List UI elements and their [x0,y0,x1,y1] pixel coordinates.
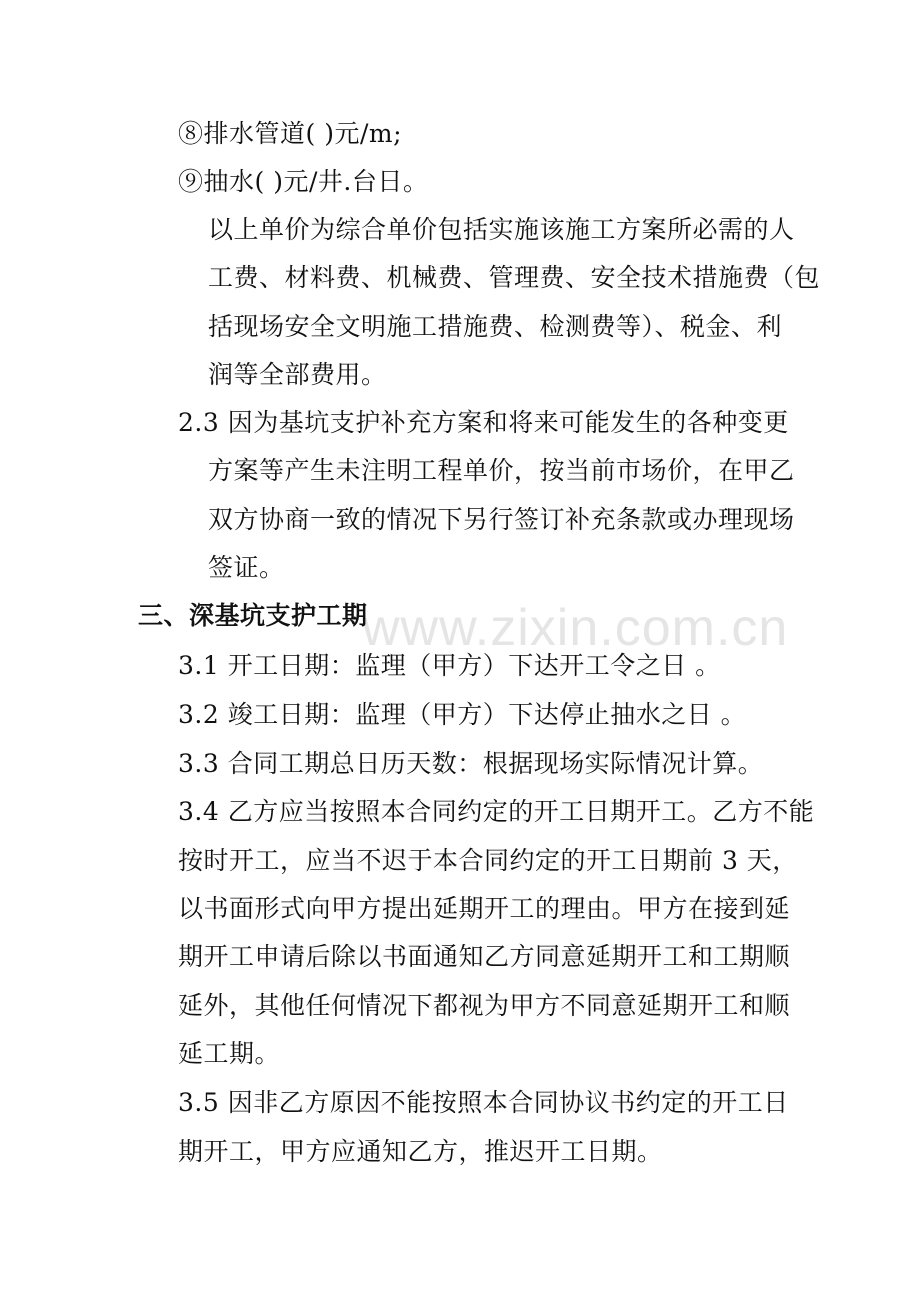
price-item-8: ⑧排水管道( )元/m; [178,119,403,148]
clause-3-1: 3.1 开工日期：监理（甲方）下达开工令之日 。 [178,651,721,680]
clause-3-4-line-2: 按时开工，应当不迟于本合同约定的开工日期前 3 天， [178,846,798,875]
clause-3-5-line-2: 期开工，甲方应通知乙方，推迟开工日期。 [178,1137,663,1166]
unit-price-note-line-2: 工费、材料费、机械费、管理费、安全技术措施费（包 [208,263,821,292]
clause-3-4-line-5: 延外，其他任何情况下都视为甲方不同意延期开工和顺 [178,991,791,1020]
clause-2-3-line-1: 2.3 因为基坑支护补充方案和将来可能发生的各种变更 [178,408,789,437]
clause-3-4-line-6: 延工期。 [178,1039,281,1068]
clause-3-3: 3.3 合同工期总日历天数：根据现场实际情况计算。 [178,749,764,778]
unit-price-note-line-3: 括现场安全文明施工措施费、检测费等）、税金、利 [208,312,783,341]
clause-3-4-line-1: 3.4 乙方应当按照本合同约定的开工日期开工。乙方不能 [178,797,815,826]
clause-2-3-line-2: 方案等产生未注明工程单价，按当前市场价，在甲乙 [208,456,795,485]
clause-3-2: 3.2 竣工日期：监理（甲方）下达停止抽水之日 。 [178,700,747,729]
unit-price-note-line-1: 以上单价为综合单价包括实施该施工方案所必需的人 [208,215,795,244]
clause-2-3-line-4: 签证。 [208,553,285,582]
unit-price-note-line-4: 润等全部费用。 [208,360,387,389]
clause-3-5-line-1: 3.5 因非乙方原因不能按照本合同协议书约定的开工日 [178,1088,789,1117]
clause-3-4-line-3: 以书面形式向甲方提出延期开工的理由。甲方在接到延 [178,894,791,923]
clause-2-3-line-3: 双方协商一致的情况下另行签订补充条款或办理现场 [208,505,795,534]
clause-3-4-line-4: 期开工申请后除以书面通知乙方同意延期开工和工期顺 [178,942,791,971]
section-3-heading: 三、深基坑支护工期 [138,601,368,630]
watermark: www.zixin.com.cn [362,599,789,657]
price-item-9: ⑨抽水( )元/井.台日。 [178,167,429,196]
